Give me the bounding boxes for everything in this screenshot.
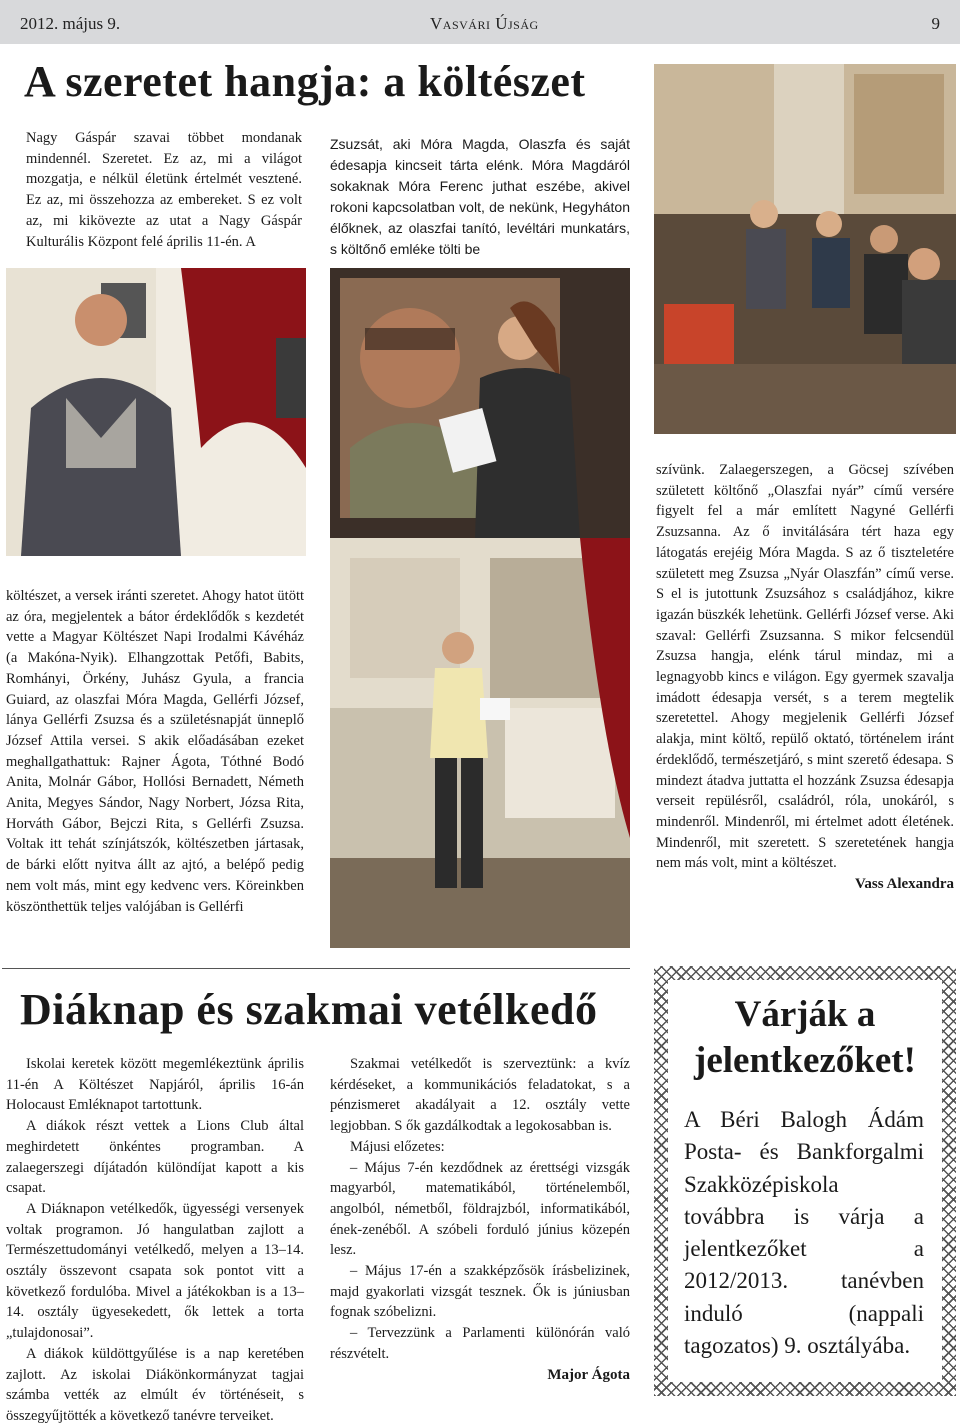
- article-2-headline: Diáknap és szakmai vetélkedő: [20, 985, 598, 1034]
- page-header: [0, 0, 960, 44]
- article-1-col2-top: [330, 134, 630, 260]
- article-2-paragraph: Szakmai vetélkedőt is szerveztünk: a kvíz kérdéseket, a kommunikációs feladatokat, s a pénzismeret akadályait a 12. osztály vette legjobban. S ők gazdálkodtak a legokosabban is.: [330, 1056, 630, 1135]
- article-1-col1-top: [26, 128, 302, 252]
- article-2-paragraph: – Május 17-én a szakképzősök írásbelizinek, majd gyakorlati vizsgát tesznek. Ők is júniusban fognak szóbelizni.: [330, 1263, 630, 1321]
- audience-photo: [654, 64, 956, 434]
- article-2-paragraph: A Diáknapon vetélkedők, ügyességi versenyek voltak programon. Jó hangulatban zajlott a Természettudományi vetélkedő, melyen a 13–14. osztály összevont csapata sok pontot vitt a következő fordulóba. Mivel a játékokban is a 13–14. osztály ügyesekedett, ők lettek a torta „tulajdonosai”.: [6, 1200, 304, 1342]
- article-1-intro: Nagy Gáspár szavai többet mondanak mindennél. Szeretet. Ez az, mi a világot mozgatja, e nélkül életünk értelmét vesztené. Ez az, mi összehozza az embereket. S ez volt az, mi kikövezte az utat a Nagy Gáspár Kulturális Központ felé április 11-én. A: [26, 130, 302, 250]
- article-1-body-right: szívünk. Zalaegerszegen, a Göcsej szívében született költőnő „Olaszfai nyár” című versére figyelt fel a már említett Nagyné Gellérfi Zsuzsanna. Az ő invitálására tért haza egy látogatás erejéig Móra Magda. S az ő tiszteletére született meg Zsuzsa „Nyár Olaszfán” című verse. S el is jutottunk Zsuzsához s családjához, kikre igazán büszkék lehetünk. Gellérfi József verse. Aki szaval: Gellérfi Zsuzsanna. S mikor felcsendül Zsuzsa hangja, elénk tárul mindaz, mi a legnagyobb kincs e világon. Egy gyermek szavalja imádott édesapja versét, s a terem megtelik szeretettel. Ahogy megjelenik Gellérfi József alakja, mint költő, repülő oktató, történelem iránt érdeklődő, természetjáró, s mint szerető édesapa. S mindezt átadva juttatta el hozzánk Zsuzsa édesapja verseit repülésről, családról, róla, unokáról, s mindenről. Mindenről, mi értelmet adott életének. Mindenről, mit szeretett. S szeretetének hangja nem más volt, mint a költészet.: [656, 462, 954, 872]
- ad-text: A Béri Balogh Ádám Posta- és Bankforgalmi Szakközépiskola továbbra is várja a jelentkezőket a 2012/2013. tanévben induló (nappali tagozatos) 9. osztályába.: [684, 1107, 924, 1359]
- article-2-paragraph: Iskolai keretek között megemlékeztünk április 11-én A Költészet Napjáról, április 16-án Holocaust Emléknapot tartottunk.: [6, 1056, 304, 1114]
- reader-woman-photo: [330, 268, 630, 540]
- article-2-author: Major Ágota: [547, 1366, 630, 1383]
- page-number: 9: [931, 14, 940, 33]
- article-2-paragraph: A diákok küldöttgyűlése is a nap keretében zajlott. Az iskolai Diákönkormányzat tagjai számba vették az elmúlt év történéseit, s összegyűjtötték a következő tanévre terveiket.: [6, 1345, 304, 1424]
- article-2-paragraph: – Május 7-én kezdődnek az érettségi vizsgák magyarból, matematikából, történelemből, angolból, németből, földrajzból, informatikából, ének-zenéből. A szóbeli forduló június közepén lesz.: [330, 1159, 630, 1259]
- article-1-body-left: költészet, a versek iránti szeretet. Ahogy hatot ütött az óra, megjelentek a bátor érdeklődők s kezdetét vette a Magyar Költészet Napi Irodalmi Kávéház (a Makóna-Nyik). Elhangzottak Petőfi, Babits, Romhányi, Örkény, Juhász Gyula, a francia Guiard, az olaszfai Móra Magda, Gellérfi József, lánya Gellérfi Zsuzsa és a születésnapját ünneplő József Attila versei. S akik előadásában ezeket meghallgathattuk: Rajner Ágota, Tóthné Bodó Anita, Molnár Gábor, Hollósi Bernadett, Németh Anita, Megyes Sándor, Nagy Norbert, Józsa Rita, Horváth Gábor, Bejczi Rita, s Gellérfi Zsuzsa. Voltak itt tehát színjátszók, költészetben jártasak, de bárki előtt nyitva állt az ajtó, a belépő pedig nem volt más, mint egy kedvenc vers. Köreinkben köszönthettük teljes valójában is Gellérfi: [6, 588, 304, 915]
- school-ad: [668, 980, 942, 1382]
- article-1-author: Vass Alexandra: [854, 876, 954, 893]
- publication-name: Vasvári Újság: [430, 14, 539, 33]
- article-2-col2: [330, 1054, 630, 1385]
- ad-title: Várják a jelentkezőket!: [694, 994, 916, 1081]
- article-2-paragraph: – Tervezzünk a Parlamenti különórán való részvételt.: [330, 1325, 630, 1362]
- article-1-col2-text: Zsuzsát, aki Móra Magda, Olaszfa és saját édesapja kincseit tárta elénk. Móra Magdáról sokaknak Móra Ferenc juthat eszébe, akivel rokoni kapcsolatban volt, de nekünk, Hegyháton élőknek, az olaszfai tanító, levéltári munkatárs, s költőnő emléke tölti be: [330, 136, 630, 257]
- article-1-headline: A szeretet hangja: a költészet: [24, 57, 586, 106]
- reciter-young-man-photo: [330, 538, 630, 948]
- issue-date: 2012. május 9.: [20, 14, 121, 33]
- speaker-man-photo: [6, 268, 306, 556]
- article-2-col1: [6, 1054, 304, 1427]
- article-2-paragraph: A diákok részt vettek a Lions Club által meghirdetett önkéntes programban. A zalaegerszegi díjátadón különdíjat kapott a kis csapat.: [6, 1118, 304, 1197]
- article-2-paragraph: Májusi előzetes:: [350, 1138, 445, 1155]
- article-1-col1-main: [6, 586, 304, 917]
- section-divider: [2, 968, 630, 969]
- article-1-col3-main: [656, 460, 954, 895]
